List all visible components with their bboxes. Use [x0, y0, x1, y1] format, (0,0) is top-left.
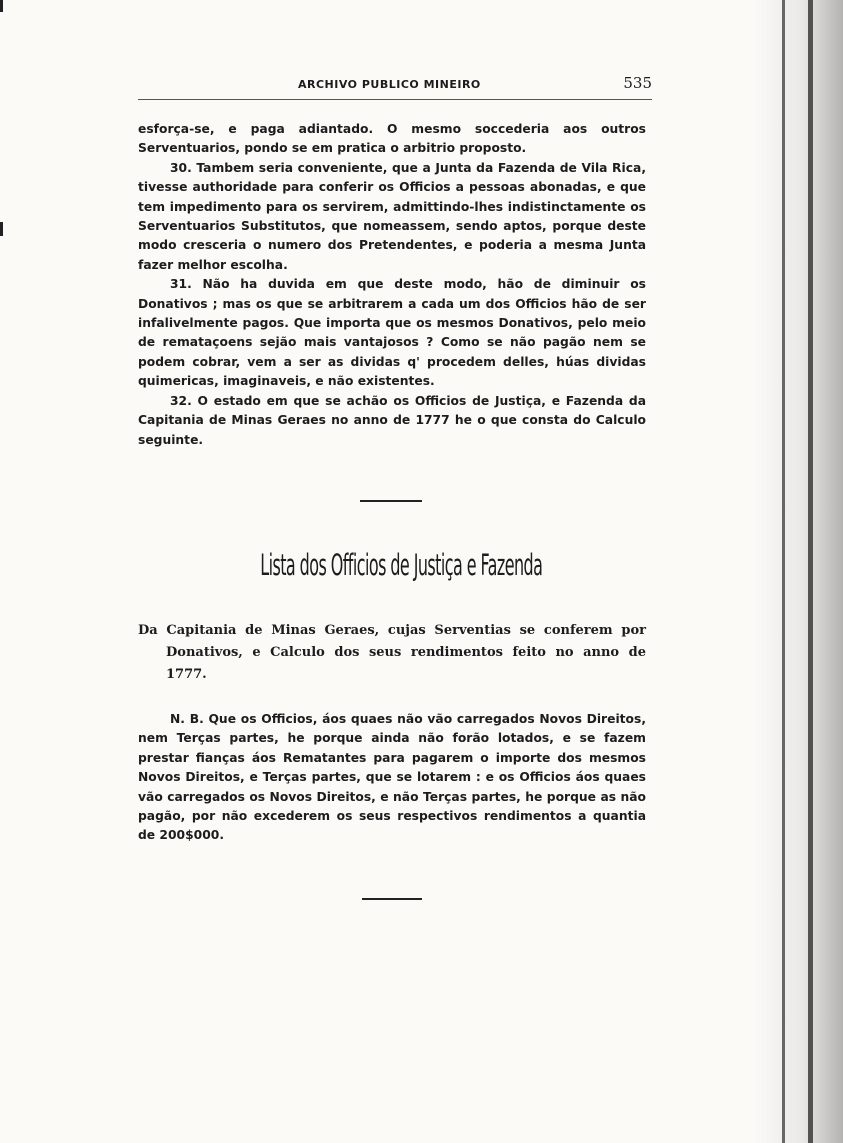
paragraph-30: 30. Tambem seria conveniente, que a Junta da Fazenda de Vila Rica, tivesse authoridade para conferir os Officios a pessoas abonadas, e que tem impedimento para os servirem, admittindo-lhes indistinctamente os Serventuarios Substitutos, que nomeassem, sendo aptos, porque deste modo cresceria o numero dos Pretendentes, e poderia a mesma Junta fazer melhor escolha.	[138, 160, 646, 272]
margin-mark	[0, 0, 3, 12]
page-header	[138, 72, 652, 94]
section-separator	[362, 898, 422, 900]
margin-mark	[0, 222, 3, 236]
section-title: Lista dos Officios de Justiça e Fazenda	[260, 548, 543, 582]
note-paragraph: N. B. Que os Officios, áos quaes não vão carregados Novos Direitos, nem Terças partes, he porque ainda não forão lotados, e se fazem prestar fianças áos Rematantes para pagarem o importe dos mesmos Novos Direitos, e Terças partes, que se lotarem : e os Officios áos quaes vão carregados os Novos Direitos, e não Terças partes, he porque as não pagão, por não excederem os seus respectivos rendimentos a quantia de 200$000.	[138, 712, 646, 843]
paragraph-continuation: esforça-se, e paga adiantado. O mesmo soccederia aos outros Serventuarios, pondo se em pratica o arbitrio proposto.	[138, 122, 646, 156]
paragraph-32: 32. O estado em que se achão os Officios de Justiça, e Fazenda da Capitania de Minas Geraes no anno de 1777 he o que consta do Calculo seguinte.	[138, 393, 646, 447]
page-number: 535	[623, 74, 652, 92]
body-text	[138, 120, 646, 450]
running-title: ARCHIVO PUBLICO MINEIRO	[298, 78, 481, 91]
header-rule	[138, 99, 652, 100]
section-separator	[360, 500, 422, 502]
binding-edge-line	[808, 0, 813, 1143]
section-subtitle: Da Capitania de Minas Geraes, cujas Serventias se conferem por Donativos, e Calculo dos seus rendimentos feito no anno de 1777.	[138, 623, 646, 682]
page-edge-shadow	[753, 0, 843, 1143]
paragraph-31: 31. Não ha duvida em que deste modo, hão de diminuir os Donativos ; mas os que se arbitrarem a cada um dos Officios hão de ser infalivelmente pagos. Que importa que os mesmos Donativos, pelo meio de remataçoens sejão mais vantajosos ? Como se não pagão nem se podem cobrar, vem a ser as dividas q' procedem delles, húas dividas quimericas, imaginaveis, e não existentes.	[138, 277, 646, 389]
binding-edge-line	[782, 0, 785, 1143]
note-block	[138, 710, 646, 846]
